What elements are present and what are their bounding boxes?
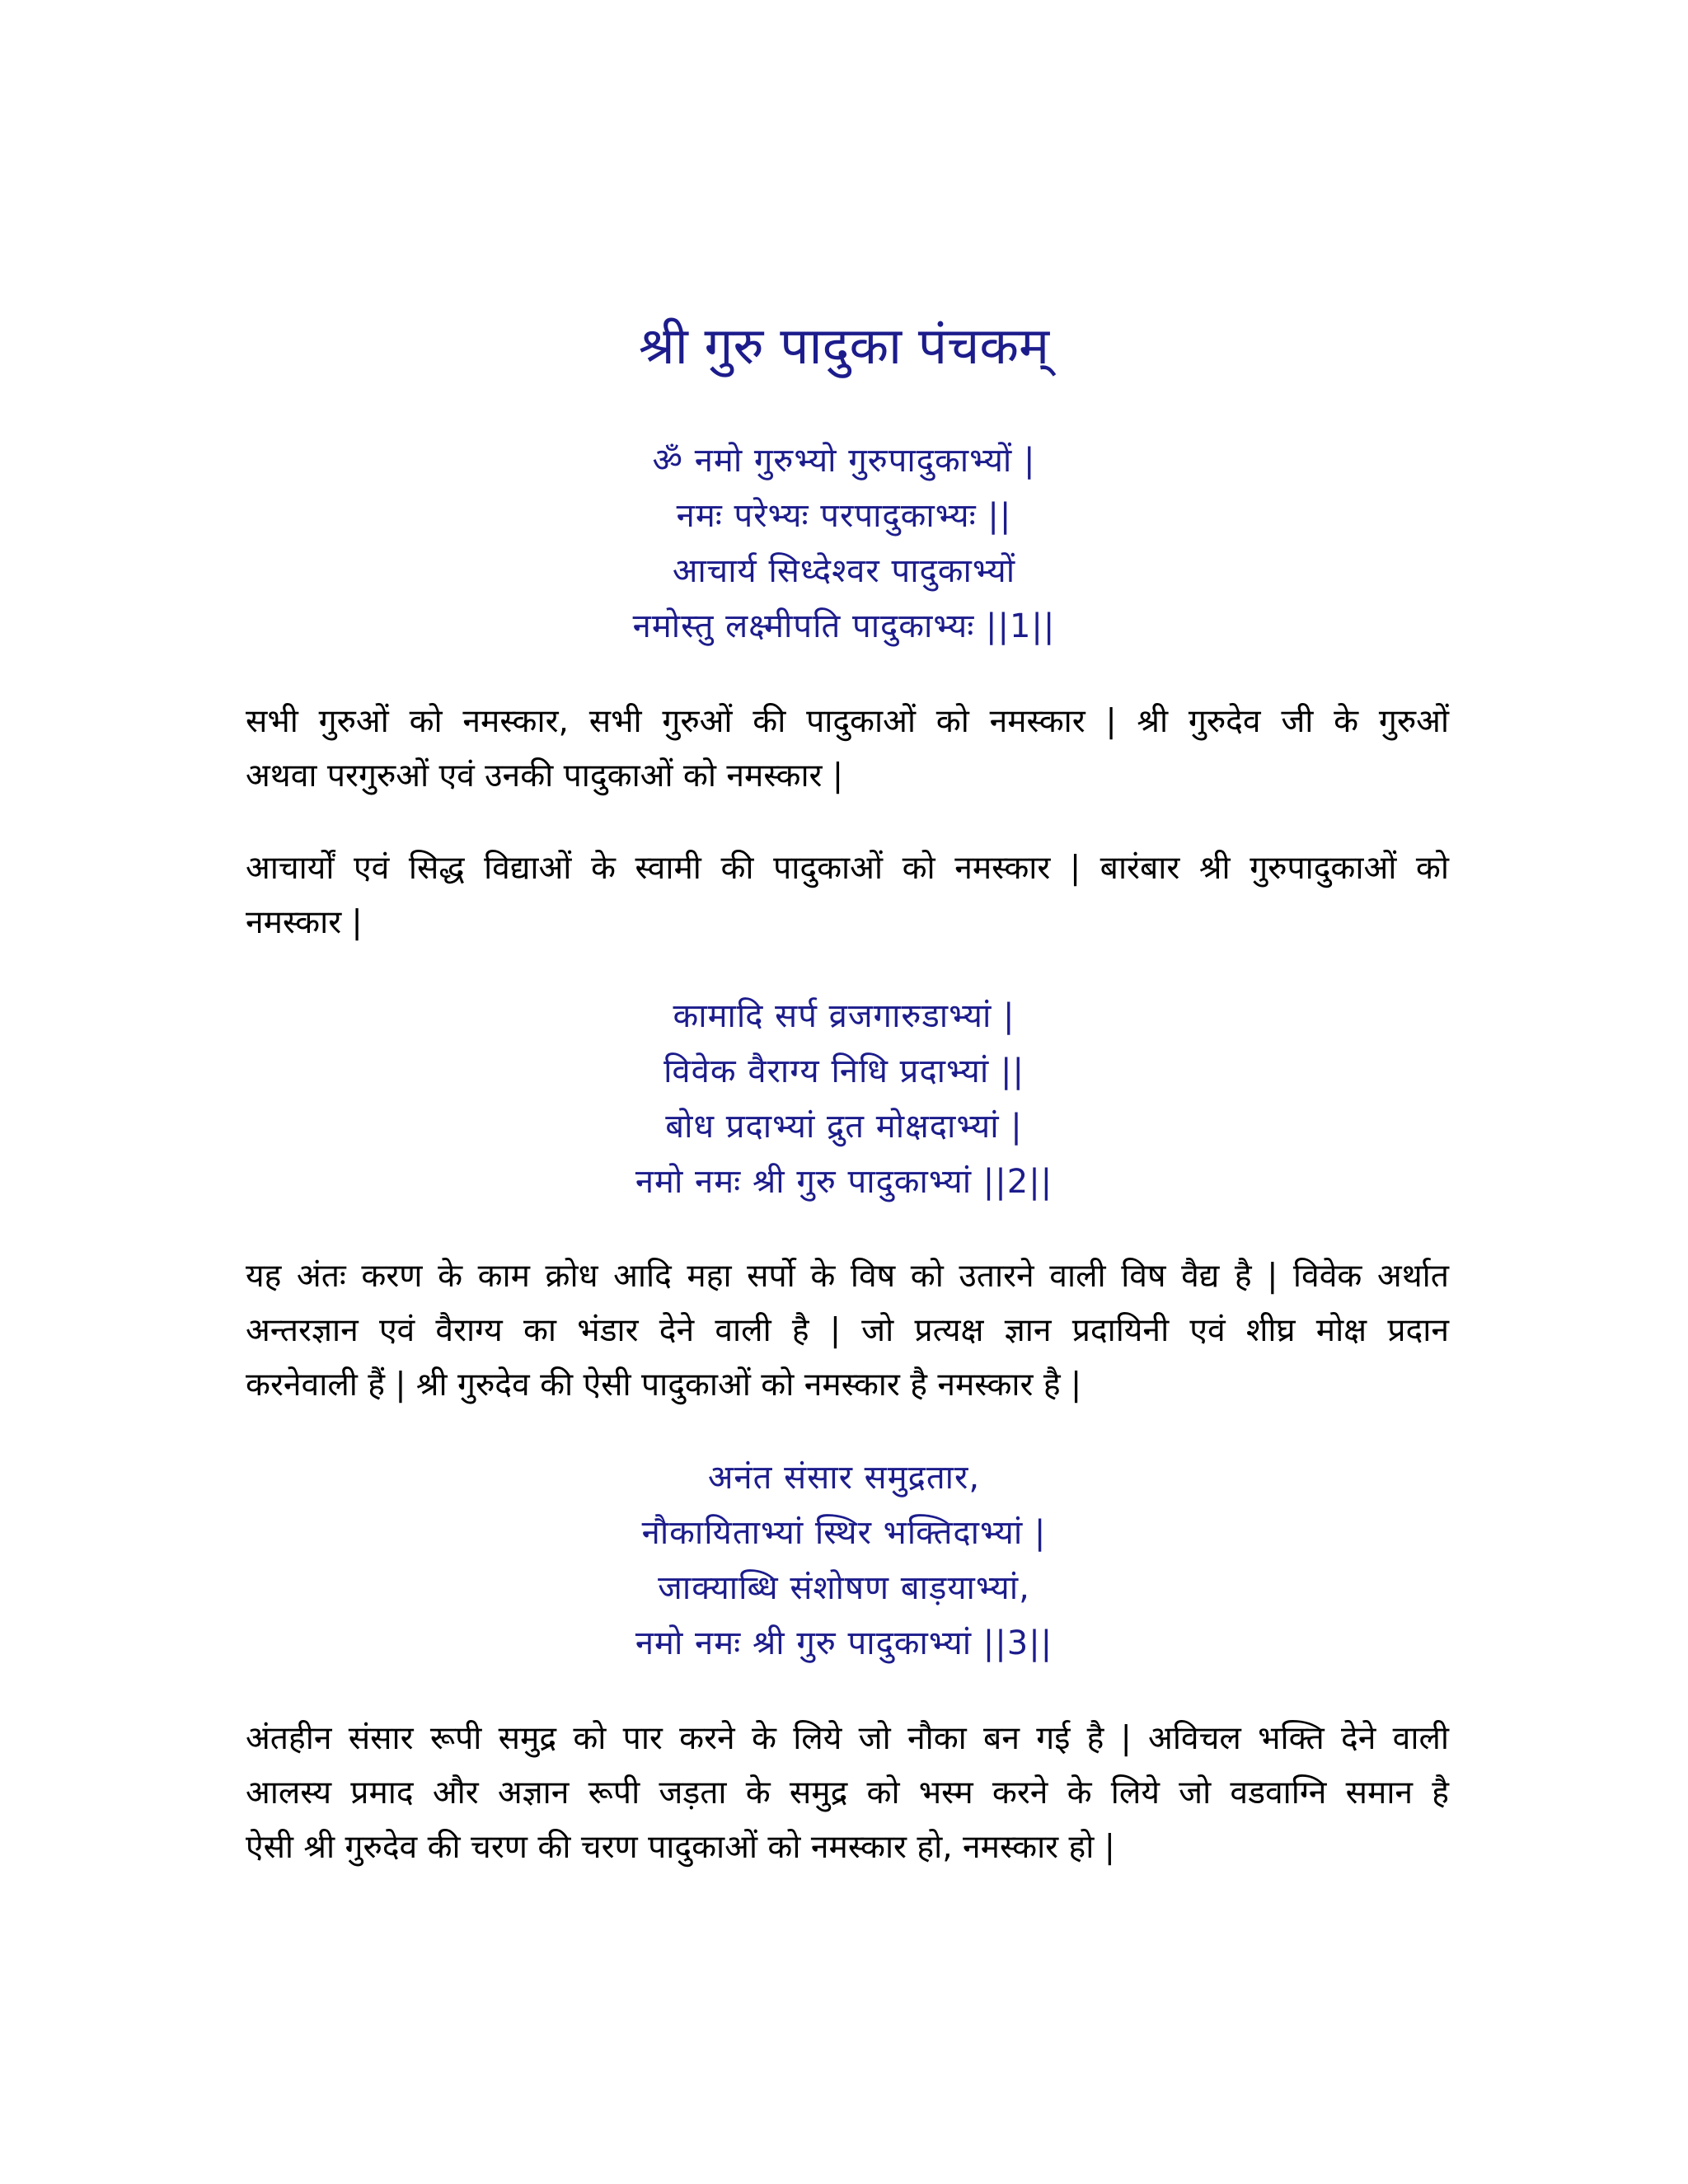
paragraph-line: यह अंतः करण के काम क्रोध आदि महा सर्पो के विष को उतारने वाली विष वैद्य है | विवेक अर्थात [246,1258,1449,1295]
paragraph-line: अथवा परगुरुओं एवं उनकी पादुकाओं को नमस्कार | [246,757,844,794]
paragraph-line: सभी गुरुओं को नमस्कार, सभी गुरुओं की पादुकाओं को नमस्कार | श्री गुरुदेव जी के गुरुओं [246,703,1449,740]
verse-line: नमः परेभ्यः परपादुकाभ्यः || [676,497,1012,535]
paragraph-line: अन्तरज्ञान एवं वैराग्य का भंडार देने वाली है | जो प्रत्यक्ष ज्ञान प्रदायिनी एवं शीघ्र मोक्ष प्रदान [246,1312,1449,1349]
verse-line: बोध प्रदाभ्यां द्रुत मोक्षदाभ्यां | [665,1108,1023,1146]
meaning-paragraph-2 [246,841,1449,950]
verse-2 [0,989,1688,1210]
page-title: श्री गुरु पादुका पंचकम् [638,316,1050,376]
verse-line: आचार्य सिध्देश्वर पादुकाभ्यों [672,552,1016,590]
paragraph-line: अंतहीन संसार रूपी समुद्र को पार करने के लिये जो नौका बन गई है | अविचल भक्ति देने वाली [246,1720,1449,1757]
paragraph-line: करनेवाली हैं | श्री गुरुदेव की ऐसी पादुकाओं को नमस्कार है नमस्कार है | [246,1366,1082,1404]
paragraph-line: आचार्यों एवं सिद्ध विद्याओं के स्वामी की पादुकाओं को नमस्कार | बारंबार श्री गुरुपादुकाओं को [246,850,1449,887]
verse-line: नमोस्तु लक्ष्मीपति पादुकाभ्यः ||1|| [632,607,1056,645]
paragraph-line: ऐसी श्री गुरुदेव की चरण की चरण पादुकाओं को नमस्कार हो, नमस्कार हो | [246,1829,1115,1866]
verse-line: नमो नमः श्री गुरु पादुकाभ्यां ||2|| [635,1163,1053,1201]
meaning-paragraph-4 [246,1712,1449,1875]
verse-line: जाक्याब्धि संशोषण बाड़याभ्यां, [658,1569,1030,1607]
meaning-paragraph-1 [246,695,1449,804]
paragraph-line: आलस्य प्रमाद और अज्ञान रूपी जड़ता के समुद्र को भस्म करने के लिये जो वडवाग्नि समान है [246,1774,1449,1811]
verse-1 [0,434,1688,654]
verse-line: नमो नमः श्री गुरु पादुकाभ्यां ||3|| [635,1624,1053,1662]
verse-line: नौकायिताभ्यां स्थिर भक्तिदाभ्यां | [641,1514,1047,1552]
verse-line: अनंत संसार समुद्रतार, [707,1459,981,1497]
meaning-paragraph-3 [246,1249,1449,1413]
verse-line: ॐ नमो गुरुभ्यो गुरुपादुकाभ्यों | [652,442,1036,480]
verse-line: विवेक वैराग्य निधि प्रदाभ्यां || [663,1052,1025,1090]
verse-line: कामादि सर्प व्रजगारुडाभ्यां | [673,997,1015,1035]
verse-3 [0,1451,1688,1671]
paragraph-line: नमस्कार | [246,904,363,941]
